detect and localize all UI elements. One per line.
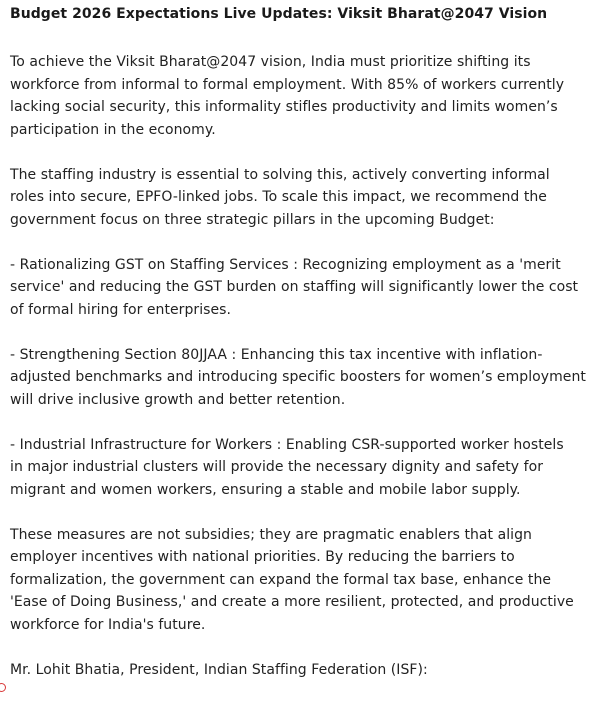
circle-marker-icon (0, 683, 6, 692)
paragraph-staffing-industry: The staffing industry is essential to solving this, actively converting informal roles into secure, EPFO-linked jobs. To scale this impact, we recommend the government focus on three strategic pillars in the upcoming Budget: (10, 166, 550, 228)
article-title: Budget 2026 Expectations Live Updates: Viksit Bharat@2047 Vision (10, 6, 548, 22)
paragraph-gst-pillar: - Rationalizing GST on Staffing Services : Recognizing employment as a 'merit service' and reducing the GST burden on staffing will significantly lower the cost of formal hiring for enterprises. (10, 256, 579, 318)
paragraph-conclusion: These measures are not subsidies; they are pragmatic enablers that align employer incentives with national priorities. By reducing the barriers to formalization, the government can expand the formal tax base, enhance the 'Ease of Doing Business,' and create a more resilient, protected, and productive workforce for India's future. (10, 526, 574, 633)
paragraph-infrastructure-pillar: - Industrial Infrastructure for Workers : Enabling CSR-supported worker hostels in major industrial clusters will provide the necessary dignity and safety for migrant and women workers, ensuring a stable and mobile labor supply. (10, 436, 564, 498)
article-body (10, 51, 593, 681)
paragraph-section-80jjaa-pillar: - Strengthening Section 80JJAA : Enhancing this tax incentive with inflation- adjusted benchmarks and introducing specific boosters for women’s employment will drive inclusive growth and better retention. (10, 346, 586, 408)
article (10, 0, 593, 704)
paragraph-intro: To achieve the Viksit Bharat@2047 vision, India must prioritize shifting its workforce from informal to formal employment. With 85% of workers currently lacking social security, this informality stifles productivity and limits women’s participation in the economy. (10, 54, 565, 138)
paragraph-attribution: Mr. Lohit Bhatia, President, Indian Staffing Federation (ISF): (10, 661, 428, 678)
